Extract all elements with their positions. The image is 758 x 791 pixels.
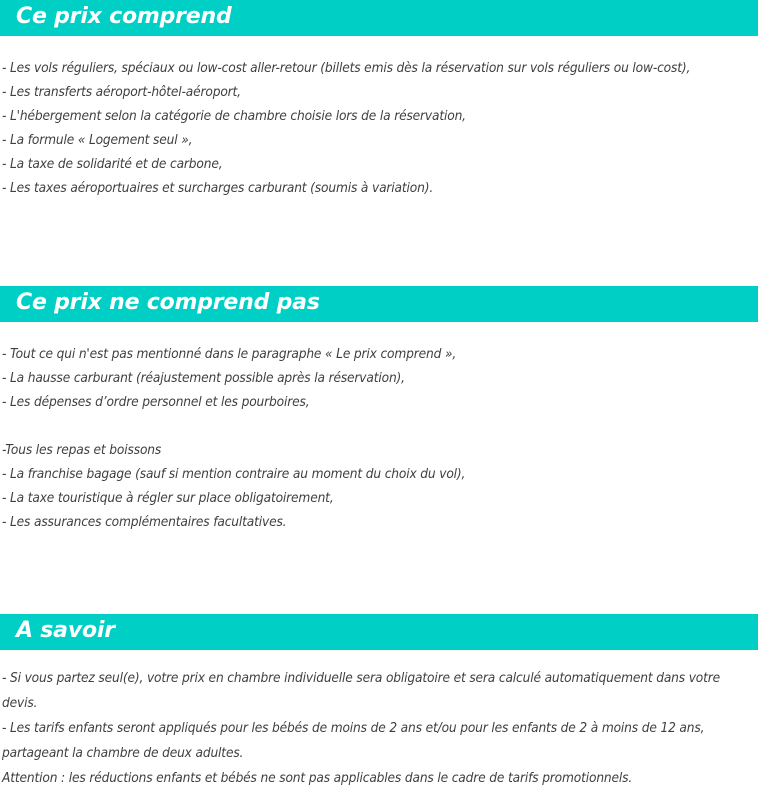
spacer-between-includes-and-excludes — [0, 200, 758, 286]
note-paragraph: Attention : les réductions enfants et bébés ne sont pas applicables dans le cadre de tarifs promotionnels. — [2, 770, 633, 786]
section-body-excludes — [0, 342, 758, 534]
list-item: - Les assurances complémentaires facultatives. — [2, 514, 287, 530]
section-header-includes — [0, 0, 758, 36]
list-item: - Tout ce qui n'est pas mentionné dans le paragraphe « Le prix comprend », — [2, 346, 457, 362]
spacer-after-includes-header — [0, 36, 758, 56]
list-item: - L'hébergement selon la catégorie de chambre choisie lors de la réservation, — [2, 108, 466, 124]
section-title-includes: Ce prix comprend — [16, 4, 232, 29]
section-title-excludes: Ce prix ne comprend pas — [16, 290, 320, 315]
list-item: - La formule « Logement seul », — [2, 132, 193, 148]
note-paragraph: - Les tarifs enfants seront appliqués pour les bébés de moins de 2 ans et/ou pour les enfants de 2 à moins de 12 ans, partageant la chambre de deux adultes. — [2, 720, 705, 761]
list-item: - Les taxes aéroportuaires et surcharges carburant (soumis à variation). — [2, 180, 434, 196]
list-item: - Les dépenses d’ordre personnel et les pourboires, — [2, 394, 310, 410]
section-body-good-to-know — [0, 666, 758, 791]
list-item: - La hausse carburant (réajustement possible après la réservation), — [2, 370, 405, 386]
spacer-between-excludes-and-notes — [0, 534, 758, 614]
note-paragraph: - Si vous partez seul(e), votre prix en chambre individuelle sera obligatoire et sera calculé automatiquement dans votre devis. — [2, 670, 721, 711]
spacer-after-good-to-know-header — [0, 650, 758, 666]
section-header-excludes — [0, 286, 758, 322]
section-title-good-to-know: A savoir — [16, 618, 115, 643]
section-body-includes — [0, 56, 758, 200]
list-item: - Les transferts aéroport-hôtel-aéroport, — [2, 84, 241, 100]
section-header-good-to-know — [0, 614, 758, 650]
list-item: - La taxe de solidarité et de carbone, — [2, 156, 223, 172]
spacer-after-excludes-header — [0, 322, 758, 342]
list-item: - Les vols réguliers, spéciaux ou low-cost aller-retour (billets emis dès la réservation sur vols réguliers ou low-cost), — [2, 60, 691, 76]
list-item: -Tous les repas et boissons — [2, 442, 162, 458]
list-item: - La franchise bagage (sauf si mention contraire au moment du choix du vol), — [2, 466, 466, 482]
list-item: - La taxe touristique à régler sur place obligatoirement, — [2, 490, 334, 506]
